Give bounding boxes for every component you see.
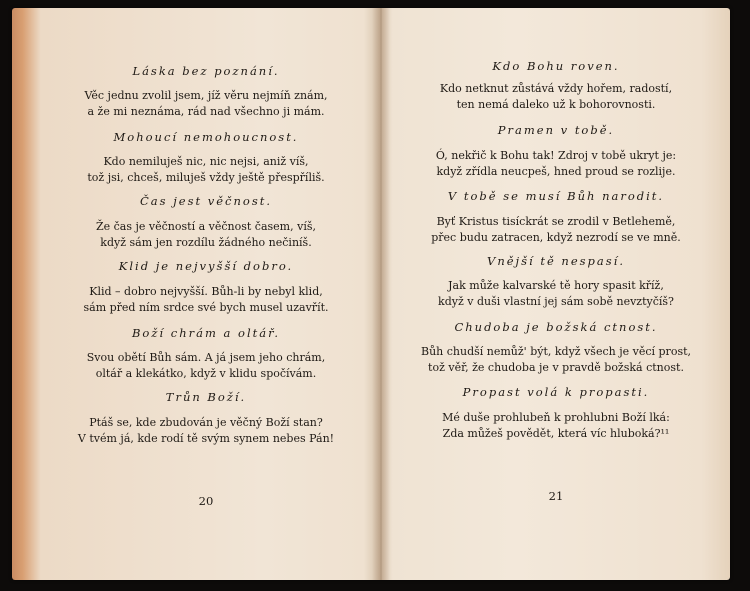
verse-line: oltář a klekátko, když v klidu spočívám. xyxy=(95,367,317,380)
verse-line: Ó, nekřič k Bohu tak! Zdroj v tobě ukryt je: xyxy=(435,149,677,162)
poem-heading: Kdo Bohu roven. xyxy=(492,59,620,73)
verse-line: sám před ním srdce své bych musel uzavřít. xyxy=(83,301,329,314)
verse-line: tož jsi, chceš, miluješ vždy ještě přespříliš. xyxy=(87,171,325,184)
verse-line: Byť Kristus tisíckrát se zrodil v Betlehemě, xyxy=(436,215,676,228)
page-number: 21 xyxy=(548,489,564,503)
verse-line: ten nemá daleko už k bohorovnosti. xyxy=(456,98,656,111)
open-book xyxy=(12,8,730,580)
verse-line: když v duši vlastní jej sám sobě nevztyčíš? xyxy=(438,295,674,308)
verse-line: Jak může kalvarské tě hory spasit kříž, xyxy=(448,279,664,292)
poem-heading: Chudoba je božská ctnost. xyxy=(454,320,658,334)
verse-line: Věc jednu zvolil jsem, jíž věru nejmíň znám, xyxy=(84,89,328,102)
poem-heading: Čas jest věčnost. xyxy=(139,194,272,208)
verse-line: přec budu zatracen, když nezrodí se ve mně. xyxy=(431,231,681,244)
verse-line: Zda můžeš povědět, která víc hluboká?¹¹ xyxy=(442,427,670,440)
verse-line: když zřídla neucpeš, hned proud se rozlije. xyxy=(436,165,676,178)
poem-verse xyxy=(32,284,380,316)
right-page xyxy=(382,8,730,580)
verse-line: Ptáš se, kde zbudován je věčný Boží stan? xyxy=(89,416,323,429)
poem-verse xyxy=(32,219,380,251)
poem-heading: Vnější tě nespasí. xyxy=(487,254,625,268)
poem-verse xyxy=(382,81,730,113)
page-number: 20 xyxy=(198,494,214,508)
poem-verse xyxy=(382,148,730,180)
verse-line: V tvém já, kde rodí tě svým synem nebes Pán! xyxy=(77,432,335,445)
verse-line: Kdo netknut zůstává vždy hořem, radostí, xyxy=(439,82,673,95)
poem-verse xyxy=(32,415,380,447)
left-page xyxy=(32,8,380,580)
verse-line: Bůh chudší nemůž' být, když všech je věcí prost, xyxy=(421,345,691,358)
verse-line: Svou obětí Bůh sám. A já jsem jeho chrám, xyxy=(86,351,326,364)
poem-heading: Klid je nejvyšší dobro. xyxy=(118,259,294,273)
poem-heading: V tobě se musí Bůh narodit. xyxy=(447,189,665,203)
poem-verse xyxy=(32,88,380,120)
poem-heading: Pramen v tobě. xyxy=(497,123,615,137)
poem-heading: Láska bez poznání. xyxy=(132,64,280,78)
verse-line: Kdo nemiluješ nic, nic nejsi, aniž víš, xyxy=(103,155,309,168)
poem-verse xyxy=(382,214,730,246)
verse-line: Klid – dobro nejvyšší. Bůh-li by nebyl klid, xyxy=(89,285,323,298)
poem-verse xyxy=(32,350,380,382)
poem-heading: Propast volá k propasti. xyxy=(462,385,650,399)
poem-verse xyxy=(382,410,730,442)
verse-line: Mé duše prohlubeň k prohlubni Boží lká: xyxy=(442,411,670,424)
verse-line: tož věř, že chudoba je v pravdě božská ctnost. xyxy=(428,361,684,374)
poem-verse xyxy=(382,278,730,310)
poem-heading: Boží chrám a oltář. xyxy=(131,326,280,340)
verse-line: když sám jen rozdílu žádného nečiníš. xyxy=(100,236,312,249)
verse-line: Že čas je věčností a věčnost časem, víš, xyxy=(96,220,316,233)
verse-line: a že mi neznáma, rád nad všechno ji mám. xyxy=(87,105,325,118)
poem-heading: Trůn Boží. xyxy=(165,390,247,404)
poem-heading: Mohoucí nemohoucnost. xyxy=(113,130,299,144)
poem-verse xyxy=(32,154,380,186)
poem-verse xyxy=(382,344,730,376)
